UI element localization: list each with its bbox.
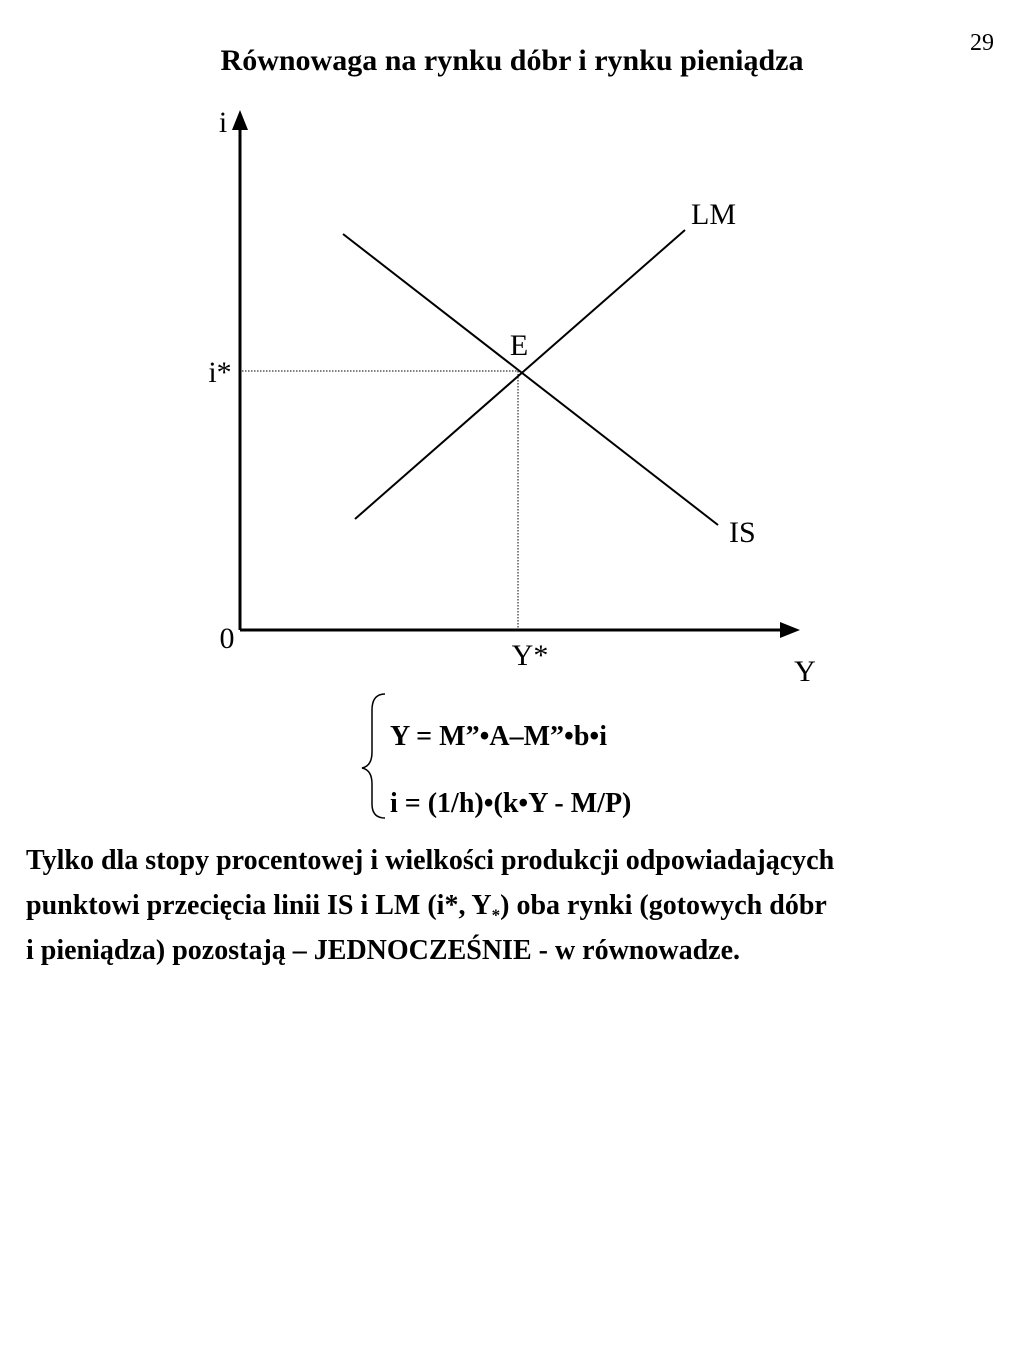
y-star-label: Y* [511, 639, 549, 672]
origin-label: 0 [219, 622, 235, 655]
is-equation: Y = M”•A–M”•b•i [390, 721, 607, 752]
y-axis-label: i [218, 106, 228, 139]
equation-system [390, 703, 631, 837]
page-number: 29 [970, 30, 994, 56]
is-label: IS [729, 516, 756, 549]
summary-line-2-end: ) oba rynki (gotowych dóbr [500, 890, 827, 921]
lm-curve [355, 230, 685, 519]
x-axis-arrow [780, 622, 800, 638]
summary-subscript: * [491, 905, 501, 925]
page-title: Równowaga na rynku dóbr i rynku pieniądza [220, 44, 804, 77]
x-axis-label: Y [794, 655, 816, 688]
y-axis-arrow [232, 110, 248, 130]
equilibrium-label: E [509, 329, 529, 362]
equation-brace [362, 694, 385, 818]
summary-line-2 [26, 883, 1016, 928]
lm-label: LM [691, 198, 736, 231]
summary-line-1: Tylko dla stopy procentowej i wielkości produkcji odpowiadających [26, 845, 835, 876]
lm-equation: i = (1/h)•(k•Y - M/P) [390, 788, 632, 819]
summary-line-3: i pieniądza) pozostają – JEDNOCZEŚNIE - w równowadze. [26, 935, 741, 966]
summary-text [26, 838, 1016, 973]
summary-line-2-start: punktowi przecięcia linii IS i LM (i*, Y [26, 890, 492, 921]
i-star-label: i* [208, 356, 232, 389]
